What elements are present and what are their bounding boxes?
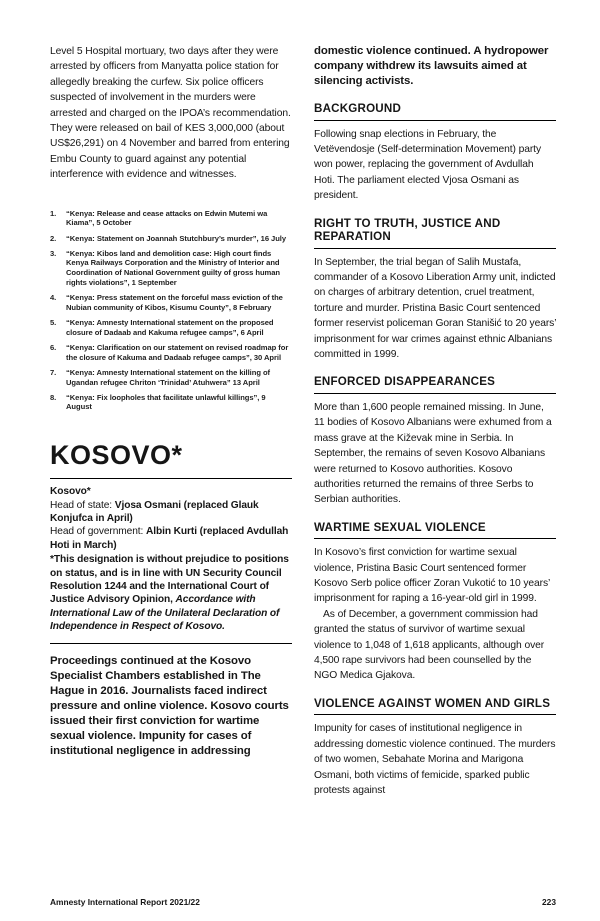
head-of-government-value: Albin Kurti (replaced Avdullah Hoti in March) [50, 526, 289, 551]
right-column [314, 44, 556, 798]
footnote-text: “Kenya: Press statement on the forceful mass eviction of the Nubian community of Kibos, Kisumu County”, 8 February [66, 293, 283, 312]
section-right-to-truth [314, 217, 556, 363]
footnote-item [50, 343, 292, 362]
left-column [50, 44, 292, 798]
footnote-number: 6. [50, 342, 57, 352]
footnote-item [50, 209, 292, 228]
footnote-item [50, 234, 292, 244]
kosovo-standfirst: Proceedings continued at the Kosovo Specialist Chambers established in The Hague in 2016. Journalists faced indirect pressure and online violence. Kosovo courts issued their first conviction for wartime sexual violence. Impunity for cases of institutional negligence in addressing [50, 654, 289, 757]
section-background [314, 102, 556, 204]
section-paragraph: More than 1,600 people remained missing. In June, 11 bodies of Kosovo Albanians were exhumed from a mass grave at the Kiževak mine in Serbia. In September, the remains of seven Kosovo Albanians were returned to Kosovo authorities. Kosovo authorities returned the remains of three Serbs to Serbian authorities. [314, 401, 552, 506]
footnote-text: “Kenya: Amnesty International statement on the proposed closure of Dadaab and Kakuma refugee camps”, 6 April [66, 317, 274, 337]
head-of-state-value: Vjosa Osmani (replaced Glauk Konjufca in April) [50, 499, 259, 524]
footnote-text: “Kenya: Clarification on our statement on revised roadmap for the closure of Kakuma and Dadaab refugee camps”, 30 April [66, 342, 289, 362]
footnote-number: 7. [50, 367, 57, 377]
meta-country-name: Kosovo* [50, 486, 91, 498]
page-footer [50, 897, 556, 907]
footnote-number: 4. [50, 293, 57, 303]
footnote-number: 8. [50, 392, 57, 402]
footnote-number: 3. [50, 248, 57, 258]
designation-note-citation: Accordance with International Law of the Unilateral Declaration of Independence in Respect of Kosovo. [50, 594, 280, 633]
footnote-text: “Kenya: Fix loopholes that facilitate unlawful killings”, 9 August [66, 392, 266, 412]
country-title-kosovo: KOSOVO* [50, 440, 292, 479]
two-column-layout [50, 44, 556, 798]
section-paragraph: As of December, a government commission had granted the status of survivor of wartime sexual violence to 1,048 of 1,618 applicants, although over 4,500 rape survivors had been counselled by the NGO Medica Gjakova. [314, 608, 545, 682]
kenya-continued-paragraph: Level 5 Hospital mortuary, two days after they were arrested by officers from Manyatta police station for allegedly breaking the curfew. Six police officers suspected of involvement in the murders were arrested and charged on the IPOA’s recommendation. They were released on bail of KES 3,000,000 (about US$26,291) on 4 November and barred from entering Embu County to guard against any potential interference with evidence and witnesses. [50, 46, 291, 181]
section-violence-against-women [314, 697, 556, 799]
section-heading: WARTIME SEXUAL VIOLENCE [314, 521, 556, 540]
footnote-item [50, 318, 292, 337]
footnote-number: 1. [50, 208, 57, 218]
footnote-item [50, 249, 292, 288]
section-paragraph: In Kosovo’s first conviction for wartime sexual violence, Pristina Basic Court sentenced former Kosovo Serb police officer Zoran Vukotić to 10 years’ imprisonment for raping a 16-year-old girl in 1999. [314, 547, 550, 605]
head-of-state-label: Head of state: [50, 499, 115, 511]
section-paragraph: Following snap elections in February, the Vetëvendosje (Self-determination Movement) party won power, replacing the government of Avdullah Hoti. The parliament elected Vjosa Osmani as president. [314, 128, 541, 202]
meta-head-of-state [50, 499, 292, 526]
designation-note-text: *This designation is without prejudice to positions on status, and is in line with UN Security Council Resolution 1244 and the International Court of Justice Advisory Opinion, [50, 554, 289, 606]
footnote-item [50, 393, 292, 412]
head-of-government-label: Head of government: [50, 526, 146, 538]
footer-report-title: Amnesty International Report 2021/22 [50, 897, 200, 907]
kosovo-standfirst-continued: domestic violence continued. A hydropower company withdrew its lawsuits aimed at silencing activists. [314, 45, 549, 87]
section-paragraph: Impunity for cases of institutional negligence in addressing domestic violence continued. The murders of two women, Sebahate Morina and Marigona Osmani, both victims of femicide, sparked public protests against [314, 723, 556, 796]
footnote-number: 5. [50, 317, 57, 327]
country-meta-block [50, 479, 292, 643]
footnote-number: 2. [50, 233, 57, 243]
section-wartime-sexual-violence [314, 521, 556, 684]
section-paragraph: In September, the trial began of Salih Mustafa, commander of a Kosovo Liberation Army unit, indicted on charges of arbitrary detention, cruel treatment, torture and murder. Pristina Basic Court sentenced former reservist policeman Goran Stanišić to 20 years’ imprisonment for war crimes against ethnic Albanians committed in 1999. [314, 256, 557, 360]
section-heading: VIOLENCE AGAINST WOMEN AND GIRLS [314, 697, 556, 716]
section-heading: ENFORCED DISAPPEARANCES [314, 375, 556, 394]
kenya-footnotes-list [50, 209, 292, 412]
footnote-text: “Kenya: Statement on Joannah Stutchbury’s murder”, 16 July [66, 233, 287, 243]
footer-page-number: 223 [542, 897, 556, 907]
footnote-text: “Kenya: Kibos land and demolition case: High court finds Kenya Railways Corporation and the Ministry of Interior and Coordination of National Government guilty of gross human rights violations”, 1 September [66, 248, 280, 287]
footnote-item [50, 368, 292, 387]
footnote-item [50, 293, 292, 312]
section-enforced-disappearances [314, 375, 556, 507]
footnote-text: “Kenya: Amnesty International statement on the killing of Ugandan refugee Chriton ‘Trinidad’ Atuhwera” 13 April [66, 367, 271, 387]
section-heading: BACKGROUND [314, 102, 556, 121]
section-heading: RIGHT TO TRUTH, JUSTICE AND REPARATION [314, 217, 556, 249]
meta-head-of-government [50, 525, 292, 552]
designation-note [50, 553, 292, 633]
footnote-text: “Kenya: Release and cease attacks on Edwin Mutemi wa Kiama”, 5 October [66, 208, 268, 228]
